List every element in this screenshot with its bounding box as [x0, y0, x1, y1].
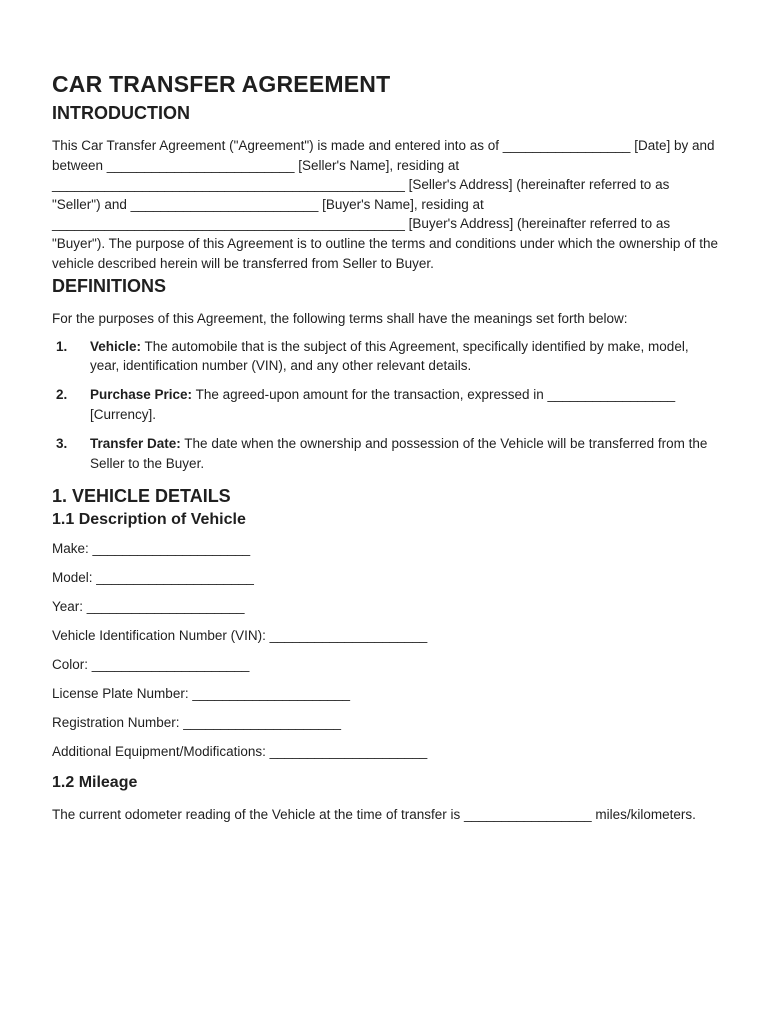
field-vin: Vehicle Identification Number (VIN): _____________________	[52, 628, 428, 644]
field-registration-number: Registration Number: _____________________	[52, 715, 341, 731]
field-year: Year: _____________________	[52, 599, 245, 614]
mileage-text: The current odometer reading of the Vehicle at the time of transfer is _________________ miles/kilometers.	[52, 806, 696, 822]
introduction-heading: INTRODUCTION	[52, 103, 190, 123]
definitions-lead: For the purposes of this Agreement, the following terms shall have the meanings set forth below:	[52, 311, 628, 327]
field-license-plate: License Plate Number: _____________________	[52, 686, 350, 702]
definition-text: The automobile that is the subject of this Agreement, specifically identified by make, model, year, identification number (VIN), and any other relevant details.	[90, 338, 689, 374]
document-page	[52, 68, 720, 824]
definition-term: Transfer Date:	[90, 436, 181, 452]
definition-text: The date when the ownership and possession of the Vehicle will be transferred from the Seller to the Buyer.	[90, 436, 708, 471]
list-number: 1.	[56, 338, 68, 354]
definition-item-purchase-price	[52, 385, 720, 424]
vehicle-description-heading: 1.1 Description of Vehicle	[52, 510, 246, 528]
field-color: Color: _____________________	[52, 657, 250, 673]
definition-term: Purchase Price:	[90, 387, 193, 403]
definitions-list	[52, 337, 720, 474]
document-title: CAR TRANSFER AGREEMENT	[52, 71, 391, 97]
definition-item-vehicle	[52, 337, 720, 376]
field-model: Model: _____________________	[52, 569, 254, 585]
introduction-text: This Car Transfer Agreement ("Agreement") is made and entered into as of _________________ [Date] by and between _________________________ [Seller's Name], residing at _______________________________________________ [Seller's Address] (hereinafter referred to as "Seller") and _________________________ [Buyer's Name], residing at _______________________________________________ [Buyer's Address] (hereinafter referred to as "Buyer"). The purpose of this Agreement is to outline the terms and conditions under which the ownership of the vehicle described herein will be transferred from Seller to Buyer.	[52, 138, 718, 271]
definition-term: Vehicle:	[90, 338, 142, 354]
vehicle-fields	[52, 539, 720, 762]
list-number: 3.	[56, 436, 68, 452]
field-make: Make: _____________________	[52, 540, 251, 556]
definition-text: The agreed-upon amount for the transaction, expressed in _________________ [Currency].	[90, 387, 676, 423]
mileage-heading: 1.2 Mileage	[52, 773, 138, 791]
field-additional-equipment: Additional Equipment/Modifications: _____________________	[52, 744, 428, 760]
definitions-heading: DEFINITIONS	[52, 276, 167, 297]
list-number: 2.	[56, 387, 68, 403]
definition-item-transfer-date	[52, 434, 720, 473]
vehicle-details-heading: 1. VEHICLE DETAILS	[52, 485, 231, 506]
